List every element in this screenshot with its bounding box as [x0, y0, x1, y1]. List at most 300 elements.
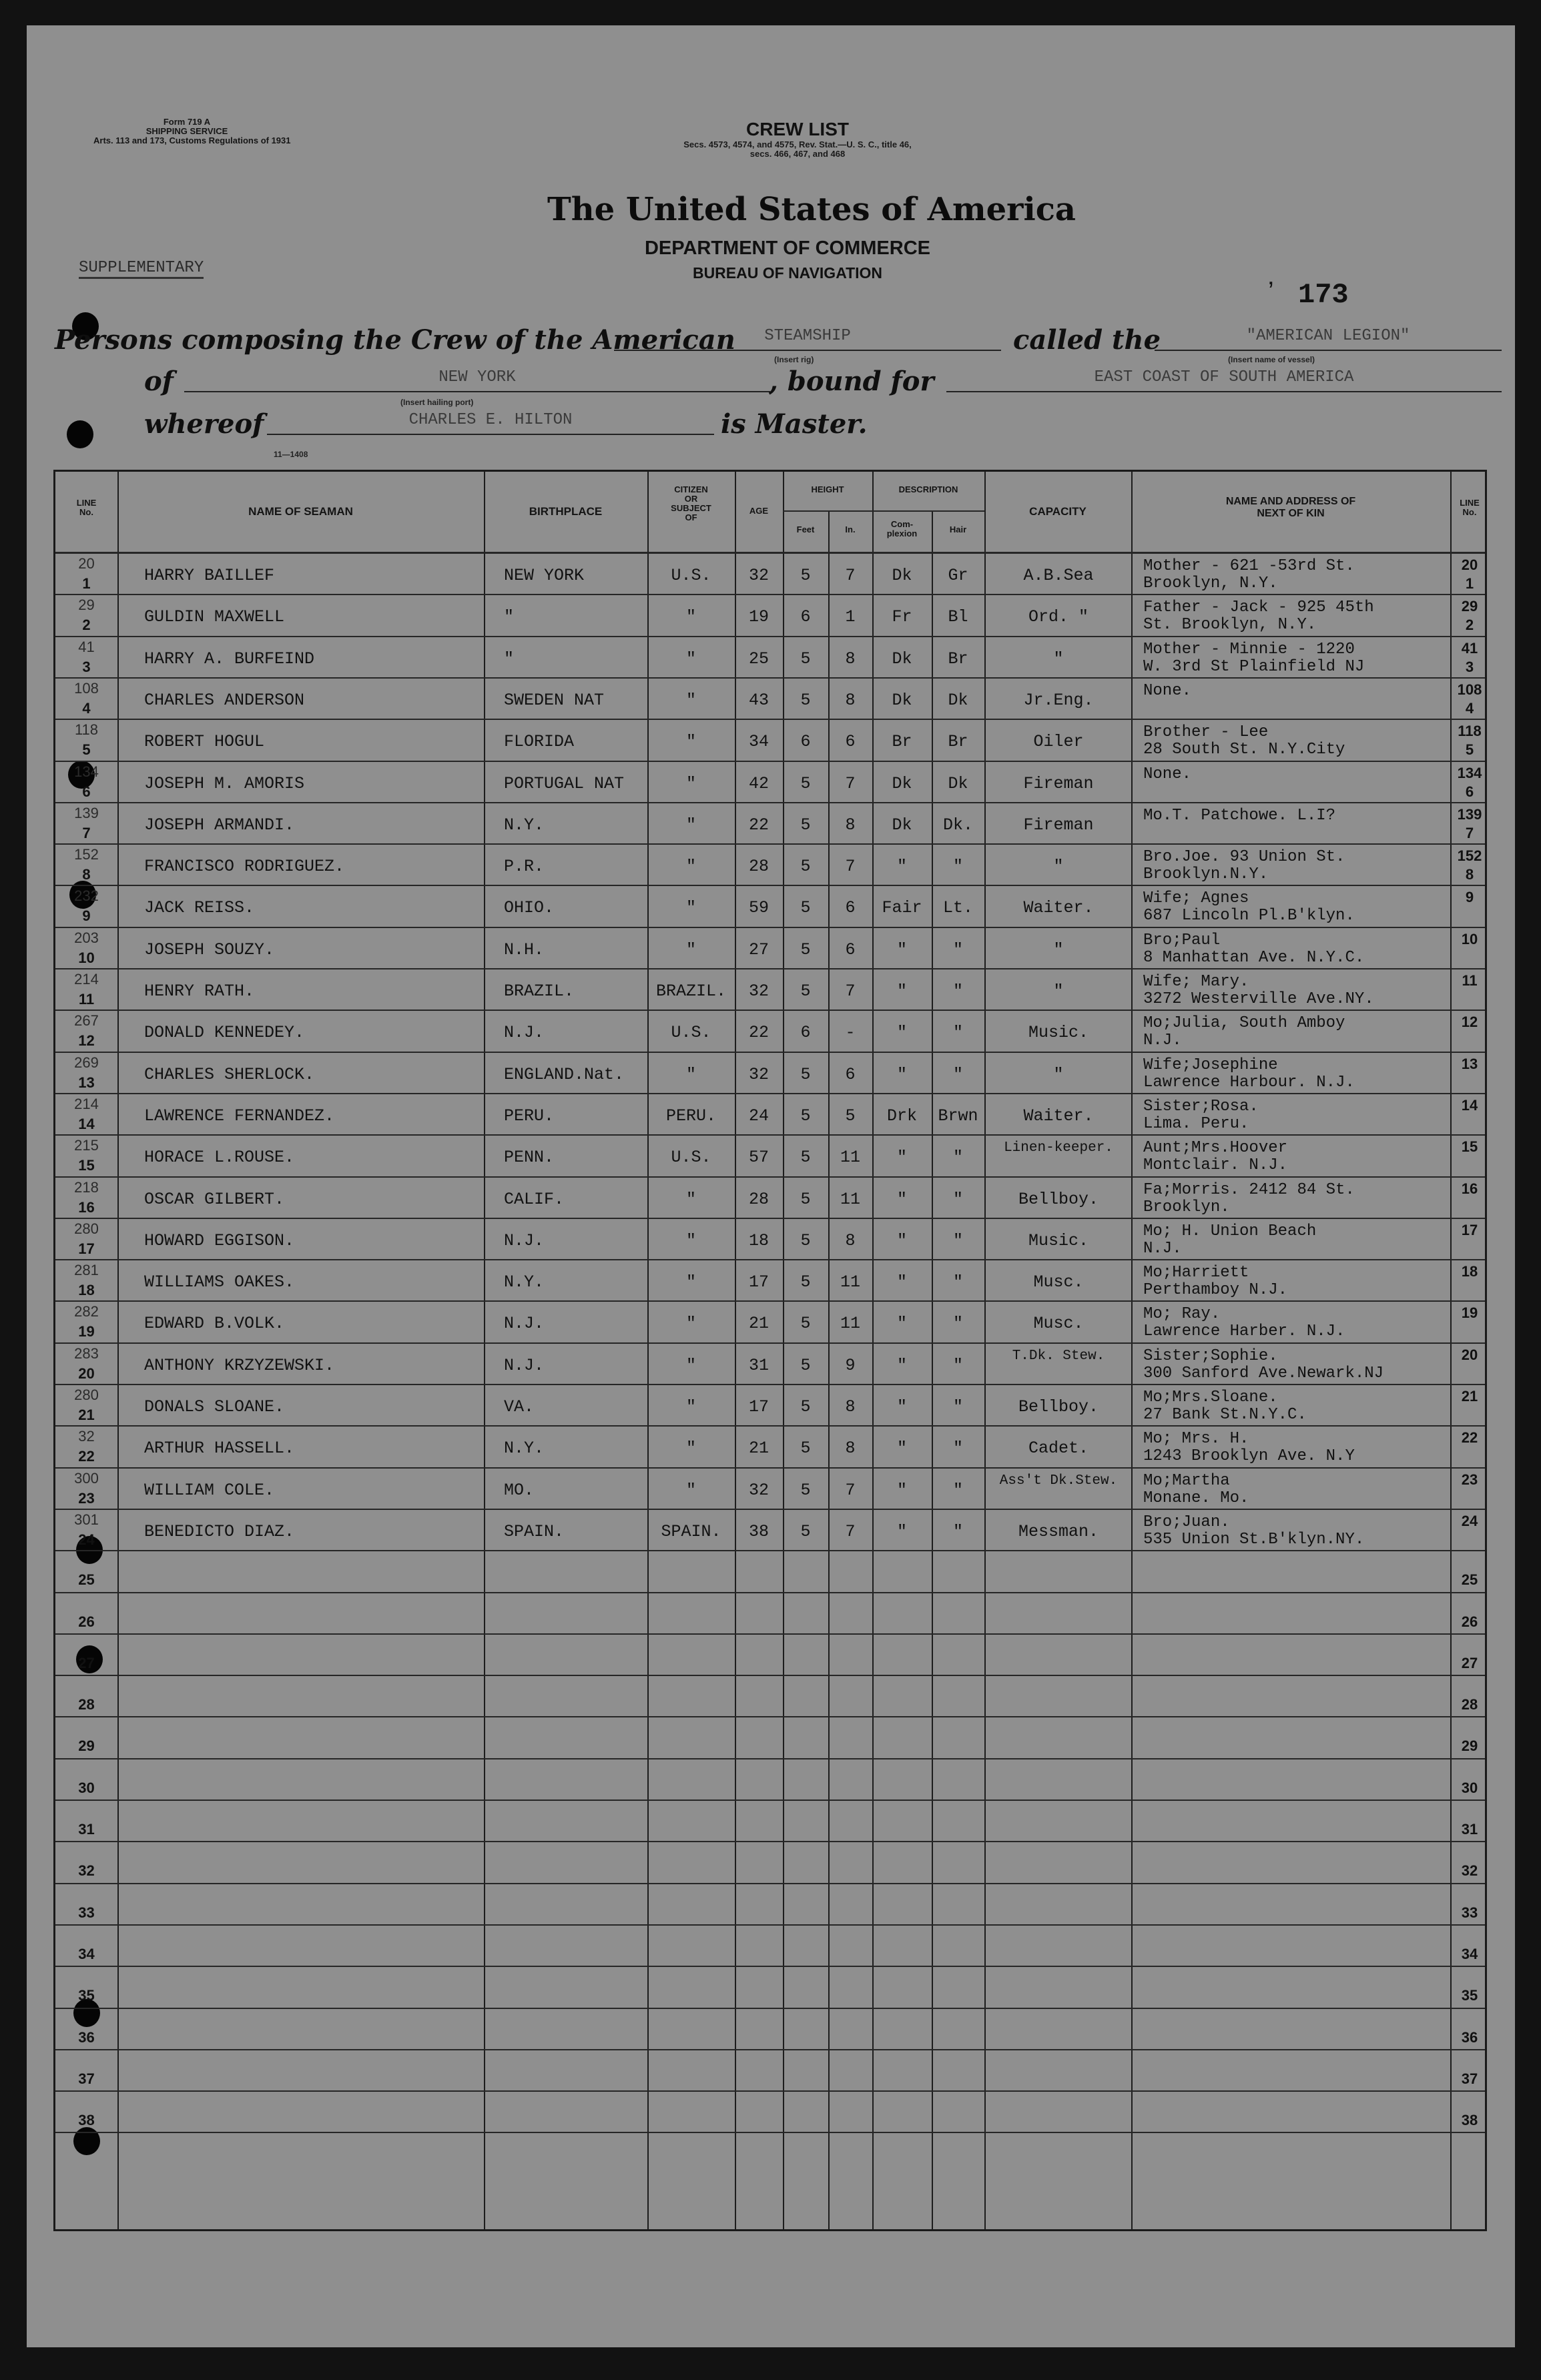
right-line-number: 134	[1457, 764, 1482, 781]
hair: "	[952, 939, 963, 959]
next-of-kin-line1: Bro;Paul	[1143, 931, 1221, 949]
row-rule	[55, 1218, 1485, 1219]
header-inches: In.	[845, 524, 856, 534]
next-of-kin-line1: Mo; H. Union Beach	[1143, 1222, 1317, 1240]
right-line-number: 17	[1461, 1221, 1478, 1238]
hair: "	[952, 1314, 963, 1334]
height-feet: 5	[800, 1272, 811, 1292]
complexion: "	[896, 1397, 907, 1417]
height-feet: 6	[800, 607, 811, 627]
line-number: 38	[78, 2112, 95, 2129]
old-line-number: 214	[74, 971, 99, 987]
complexion: Dk	[892, 566, 912, 585]
height-inches: 6	[845, 939, 856, 959]
capacity: Waiter.	[1023, 898, 1094, 918]
right-line-number: 20	[1461, 1346, 1478, 1363]
seaman-name: DONALS SLOANE.	[144, 1397, 285, 1417]
form-line: Arts. 113 and 173, Customs Regulations of 1931	[93, 135, 291, 145]
statute-line: secs. 466, 467, and 468	[749, 149, 846, 159]
right-line-number: 5	[1465, 741, 1474, 759]
row-rule	[55, 2049, 1485, 2050]
height-inches: 8	[845, 815, 856, 835]
right-line-number: 6	[1465, 783, 1474, 800]
height-feet: 5	[800, 898, 811, 918]
capacity: Music.	[1028, 1023, 1089, 1043]
hair: Br	[948, 649, 968, 669]
line-number: 11	[78, 991, 95, 1008]
height-inches: 5	[845, 1106, 856, 1126]
capacity: "	[1053, 649, 1064, 669]
birthplace: P.R.	[504, 857, 545, 877]
old-line-number: 280	[74, 1386, 99, 1403]
hair: "	[952, 981, 963, 1001]
old-line-number: 139	[74, 804, 99, 821]
right-line-number: 31	[1461, 1821, 1478, 1838]
header-text: LINE	[1460, 498, 1480, 508]
birthplace: BRAZIL.	[504, 981, 575, 1001]
line-number: 18	[78, 1282, 95, 1299]
master-field: CHARLES E. HILTON	[267, 411, 714, 435]
height-inches: 7	[845, 981, 856, 1001]
seaman-name: ARTHUR HASSELL.	[144, 1439, 295, 1459]
height-feet: 5	[800, 1397, 811, 1417]
next-of-kin-line1: Aunt;Mrs.Hoover	[1143, 1140, 1288, 1158]
right-line-number: 35	[1461, 1987, 1478, 2004]
right-line-number: 12	[1461, 1014, 1478, 1031]
header-line-no-right	[1450, 498, 1489, 517]
old-line-number: 20	[78, 555, 95, 572]
height-feet: 5	[800, 939, 811, 959]
header-age: AGE	[749, 506, 769, 516]
bound-label: , bound for	[769, 366, 934, 397]
row-rule	[55, 1425, 1485, 1427]
line-number: 20	[78, 1364, 95, 1382]
port-hint: (Insert hailing port)	[400, 398, 474, 407]
capacity: T.Dk. Stew.	[1012, 1348, 1105, 1364]
hair: Dk.	[942, 815, 973, 835]
citizen-of: "	[685, 939, 696, 959]
height-feet: 5	[800, 1521, 811, 1541]
age: 28	[748, 857, 769, 877]
height-inches: 11	[840, 1272, 860, 1292]
department-heading: DEPARTMENT OF COMMERCE	[644, 238, 930, 259]
header-kin	[1131, 496, 1450, 520]
whereof-label: whereof	[144, 408, 264, 440]
row-rule	[55, 1093, 1485, 1094]
bureau-heading: BUREAU OF NAVIGATION	[692, 264, 883, 282]
seaman-name: HENRY RATH.	[144, 981, 255, 1001]
height-feet: 5	[800, 1064, 811, 1084]
seaman-name: OSCAR GILBERT.	[144, 1189, 285, 1209]
right-line-number: 37	[1461, 2070, 1478, 2087]
citizen-of: "	[685, 607, 696, 627]
right-line-number: 19	[1461, 1304, 1478, 1322]
birthplace: PORTUGAL NAT	[504, 773, 625, 793]
complexion: "	[896, 1023, 907, 1043]
old-line-number: 118	[74, 721, 99, 739]
seaman-name: WILLIAMS OAKES.	[144, 1272, 295, 1292]
capacity: "	[1053, 939, 1064, 959]
citizen-of: "	[685, 1397, 696, 1417]
line-number: 14	[78, 1115, 95, 1132]
seaman-name: WILLIAM COLE.	[144, 1480, 275, 1500]
next-of-kin-line2: Brooklyn, N.Y.	[1143, 575, 1278, 592]
next-of-kin-line1: Mo; Ray.	[1143, 1306, 1221, 1324]
next-of-kin-line1: None.	[1143, 765, 1192, 783]
next-of-kin-line1: Father - Jack - 925 45th	[1143, 599, 1374, 617]
right-line-number: 9	[1465, 889, 1474, 906]
right-line-number: 24	[1461, 1512, 1478, 1529]
row-rule	[55, 677, 1485, 679]
citizen-of: SPAIN.	[661, 1521, 721, 1541]
header-text: No.	[1462, 507, 1477, 517]
declaration-prefix: Persons composing the Crew of the American	[55, 324, 735, 356]
row-rule	[55, 1134, 1485, 1136]
old-line-number: 280	[74, 1220, 99, 1237]
age: 32	[748, 566, 769, 585]
old-line-number: 300	[74, 1469, 99, 1487]
capacity: Musc.	[1033, 1272, 1084, 1292]
line-number: 13	[78, 1074, 95, 1091]
row-rule	[55, 2132, 1485, 2133]
right-line-number: 29	[1461, 1737, 1478, 1755]
next-of-kin-line1: Mo;Harriett	[1143, 1264, 1249, 1282]
document-title: CREW LIST	[746, 119, 849, 139]
row-rule	[55, 2008, 1485, 2009]
line-number: 9	[82, 907, 91, 925]
next-of-kin-line1: Sister;Rosa.	[1143, 1098, 1259, 1116]
line-number: 23	[78, 1489, 95, 1507]
birthplace: N.J.	[504, 1023, 545, 1043]
header-citizen	[647, 485, 735, 522]
height-feet: 5	[800, 1230, 811, 1250]
height-feet: 5	[800, 1480, 811, 1500]
next-of-kin-line2: N.J.	[1143, 1032, 1182, 1050]
row-rule	[55, 1342, 1485, 1344]
hair: "	[952, 1148, 963, 1168]
age: 27	[748, 939, 769, 959]
next-of-kin-line2: Lima. Peru.	[1143, 1115, 1249, 1133]
height-inches: 1	[845, 607, 856, 627]
next-of-kin-line1: Mo; Mrs. H.	[1143, 1431, 1249, 1449]
height-inches: 6	[845, 732, 856, 752]
complexion: Dk	[892, 649, 912, 669]
capacity: Waiter.	[1023, 1106, 1094, 1126]
old-line-number: 269	[74, 1054, 99, 1071]
right-line-number: 139	[1457, 805, 1482, 823]
citizen-of: "	[685, 815, 696, 835]
age: 34	[748, 732, 769, 752]
crew-table	[53, 470, 1487, 2231]
line-number: 22	[78, 1448, 95, 1465]
right-line-number: 13	[1461, 1055, 1478, 1072]
next-of-kin-line2: W. 3rd St Plainfield NJ	[1143, 658, 1365, 676]
age: 18	[748, 1230, 769, 1250]
right-line-number: 8	[1465, 866, 1474, 883]
age: 59	[748, 898, 769, 918]
hair: Dk	[948, 690, 968, 710]
height-feet: 5	[800, 566, 811, 585]
line-number: 36	[78, 2028, 95, 2046]
height-feet: 5	[800, 1355, 811, 1375]
capacity: Oiler	[1033, 732, 1084, 752]
next-of-kin-line2: 3272 Westerville Ave.NY.	[1143, 991, 1374, 1008]
next-of-kin-line1: Bro;Juan.	[1143, 1513, 1230, 1531]
age: 32	[748, 1480, 769, 1500]
citizen-of: "	[685, 857, 696, 877]
row-rule	[55, 1509, 1485, 1510]
line-number: 29	[78, 1737, 95, 1755]
old-line-number: 218	[74, 1178, 99, 1196]
age: 32	[748, 981, 769, 1001]
row-rule	[55, 1384, 1485, 1385]
citizen-of: BRAZIL.	[655, 981, 727, 1001]
height-inches: 7	[845, 1521, 856, 1541]
old-line-number: 283	[74, 1344, 99, 1362]
citizen-of: "	[685, 1355, 696, 1375]
birthplace: NEW YORK	[504, 566, 585, 585]
capacity: Music.	[1028, 1230, 1089, 1250]
height-feet: 5	[800, 690, 811, 710]
height-inches: 11	[840, 1189, 860, 1209]
header-text: CITIZEN	[674, 484, 708, 494]
old-line-number: 108	[74, 679, 99, 697]
line-number: 16	[78, 1198, 95, 1216]
line-number: 31	[78, 1821, 95, 1838]
next-of-kin-line1: Fa;Morris. 2412 84 St.	[1143, 1181, 1355, 1199]
next-of-kin-line2: Perthamboy N.J.	[1143, 1282, 1288, 1300]
right-line-number: 4	[1465, 699, 1474, 717]
header-feet: Feet	[796, 524, 815, 534]
header-text: SUBJECT	[671, 503, 711, 513]
header-text: plexion	[886, 528, 918, 538]
height-inches: 8	[845, 1439, 856, 1459]
hair: "	[952, 1355, 963, 1375]
of-label: of	[144, 366, 174, 397]
height-inches: -	[845, 1023, 856, 1043]
birthplace: N.Y.	[504, 815, 545, 835]
seaman-name: CHARLES ANDERSON	[144, 690, 305, 710]
height-feet: 5	[800, 1439, 811, 1459]
line-number: 35	[78, 1987, 95, 2004]
age: 32	[748, 1064, 769, 1084]
age: 19	[748, 607, 769, 627]
seaman-name: FRANCISCO RODRIGUEZ.	[144, 857, 345, 877]
row-rule	[55, 1010, 1485, 1011]
age: 17	[748, 1397, 769, 1417]
age: 28	[748, 1189, 769, 1209]
height-inches: 8	[845, 649, 856, 669]
citizen-of: "	[685, 1189, 696, 1209]
next-of-kin-line2: Brooklyn.N.Y.	[1143, 866, 1269, 884]
seaman-name: JACK REISS.	[144, 898, 255, 918]
right-line-number: 23	[1461, 1471, 1478, 1488]
vessel-field: "AMERICAN LEGION"	[1155, 327, 1502, 351]
citizen-of: "	[685, 690, 696, 710]
line-number: 10	[78, 949, 95, 966]
birthplace: N.J.	[504, 1355, 545, 1375]
seaman-name: DONALD KENNEDEY.	[144, 1023, 305, 1043]
complexion: Drk	[886, 1106, 917, 1126]
row-rule	[55, 1633, 1485, 1635]
capacity: A.B.Sea	[1023, 566, 1094, 585]
page-number: 173	[1298, 279, 1349, 311]
old-line-number: 32	[78, 1428, 95, 1445]
right-line-number: 29	[1461, 598, 1478, 615]
next-of-kin-line1: Mo;Martha	[1143, 1472, 1230, 1490]
seaman-name: HARRY A. BURFEIND	[144, 649, 315, 669]
hair: "	[952, 1521, 963, 1541]
next-of-kin-line2: Lawrence Harbour. N.J.	[1143, 1074, 1355, 1092]
birthplace: N.Y.	[504, 1272, 545, 1292]
line-number: 25	[78, 1571, 95, 1589]
line-number: 4	[82, 699, 91, 717]
height-inches: 11	[840, 1314, 860, 1334]
right-line-number: 32	[1461, 1862, 1478, 1880]
old-line-number: 29	[78, 597, 95, 614]
citizen-of: "	[685, 732, 696, 752]
height-inches: 7	[845, 566, 856, 585]
hair: "	[952, 1439, 963, 1459]
next-of-kin-line2: Brooklyn.	[1143, 1198, 1230, 1216]
header-name: NAME OF SEAMAN	[248, 505, 353, 518]
supplementary-stamp: SUPPLEMENTARY	[79, 259, 204, 279]
line-number: 37	[78, 2070, 95, 2087]
row-rule	[55, 1800, 1485, 1801]
height-inches: 6	[845, 898, 856, 918]
birthplace: SPAIN.	[504, 1521, 565, 1541]
birthplace: PERU.	[504, 1106, 555, 1126]
form-line: SHIPPING SERVICE	[145, 126, 228, 136]
height-inches: 9	[845, 1355, 856, 1375]
line-number: 17	[78, 1240, 95, 1257]
complexion: "	[896, 1272, 907, 1292]
next-of-kin-line2: 687 Lincoln Pl.B'klyn.	[1143, 907, 1355, 925]
citizen-of: "	[685, 1272, 696, 1292]
next-of-kin-line1: None.	[1143, 682, 1192, 700]
row-rule	[55, 594, 1485, 595]
old-line-number: 301	[74, 1511, 99, 1528]
next-of-kin-line2: 8 Manhattan Ave. N.Y.C.	[1143, 949, 1365, 967]
line-number: 30	[78, 1779, 95, 1796]
line-number: 32	[78, 1862, 95, 1880]
capacity: Ass't Dk.Stew.	[999, 1473, 1118, 1489]
old-line-number: 203	[74, 929, 99, 946]
complexion: "	[896, 1439, 907, 1459]
complexion: "	[896, 1189, 907, 1209]
height-feet: 5	[800, 981, 811, 1001]
citizen-of: "	[685, 1064, 696, 1084]
crew-list-document	[27, 25, 1515, 2347]
capacity: Bellboy.	[1018, 1397, 1099, 1417]
height-inches: 7	[845, 857, 856, 877]
next-of-kin-line1: Mother - Minnie - 1220	[1143, 641, 1355, 659]
header-description: DESCRIPTION	[898, 484, 958, 494]
right-line-number: 38	[1461, 2112, 1478, 2129]
tick-mark: ʼ	[1268, 278, 1274, 307]
birthplace: VA.	[504, 1397, 535, 1417]
line-number: 19	[78, 1323, 95, 1340]
next-of-kin-line1: Wife; Agnes	[1143, 890, 1249, 908]
complexion: "	[896, 1480, 907, 1500]
next-of-kin-line1: Wife;Josephine	[1143, 1056, 1278, 1074]
header-text: No.	[79, 507, 93, 517]
age: 43	[748, 690, 769, 710]
header-text: OR	[684, 494, 698, 504]
capacity: Jr.Eng.	[1023, 690, 1094, 710]
citizen-of: "	[685, 1439, 696, 1459]
birthplace: N.H.	[504, 939, 545, 959]
seaman-name: ANTHONY KRZYZEWSKI.	[144, 1355, 335, 1375]
next-of-kin-line1: Mo;Julia, South Amboy	[1143, 1015, 1345, 1033]
right-line-number: 11	[1462, 972, 1478, 989]
complexion: Dk	[892, 815, 912, 835]
line-number: 33	[78, 1904, 95, 1921]
age: 22	[748, 1023, 769, 1043]
age: 57	[748, 1148, 769, 1168]
hair: "	[952, 1023, 963, 1043]
citizen-of: "	[685, 1480, 696, 1500]
row-rule	[55, 1716, 1485, 1717]
line-number: 1	[82, 575, 91, 592]
capacity: "	[1053, 857, 1064, 877]
line-number: 8	[82, 866, 91, 883]
old-line-number: 232	[74, 887, 99, 905]
hair: Lt.	[942, 898, 973, 918]
right-line-number: 18	[1461, 1263, 1478, 1280]
old-line-number: 267	[74, 1012, 99, 1030]
capacity: "	[1053, 1064, 1064, 1084]
capacity: Fireman	[1023, 815, 1094, 835]
citizen-of: "	[685, 1314, 696, 1334]
birthplace: ENGLAND.Nat.	[504, 1064, 625, 1084]
right-line-number: 108	[1457, 681, 1482, 698]
right-line-number: 2	[1465, 617, 1474, 634]
seaman-name: EDWARD B.VOLK.	[144, 1314, 285, 1334]
row-rule	[55, 1259, 1485, 1260]
height-inches: 7	[845, 773, 856, 793]
master-label: is Master.	[721, 408, 868, 440]
line-number: 2	[82, 617, 91, 634]
complexion: Br	[892, 732, 912, 752]
complexion: Dk	[892, 773, 912, 793]
age: 22	[748, 815, 769, 835]
capacity: Messman.	[1018, 1521, 1099, 1541]
age: 25	[748, 649, 769, 669]
complexion: Fr	[892, 607, 912, 627]
right-line-number: 36	[1461, 2028, 1478, 2046]
capacity: "	[1053, 981, 1064, 1001]
complexion: "	[896, 1230, 907, 1250]
height-feet: 5	[800, 1314, 811, 1334]
rig-field: STEAMSHIP	[614, 327, 1001, 351]
hair: "	[952, 1230, 963, 1250]
row-rule	[55, 885, 1485, 886]
next-of-kin-line1: Sister;Sophie.	[1143, 1347, 1278, 1365]
capacity: Bellboy.	[1018, 1189, 1099, 1209]
punch-hole	[67, 420, 93, 448]
right-line-number: 152	[1457, 847, 1482, 865]
age: 21	[748, 1439, 769, 1459]
header-hair: Hair	[949, 524, 967, 534]
birthplace: FLORIDA	[504, 732, 575, 752]
right-line-number: 26	[1461, 1613, 1478, 1630]
line-number: 27	[78, 1654, 95, 1671]
hair: Bl	[948, 607, 968, 627]
row-rule	[55, 1883, 1485, 1884]
height-feet: 6	[800, 732, 811, 752]
hair: "	[952, 1397, 963, 1417]
